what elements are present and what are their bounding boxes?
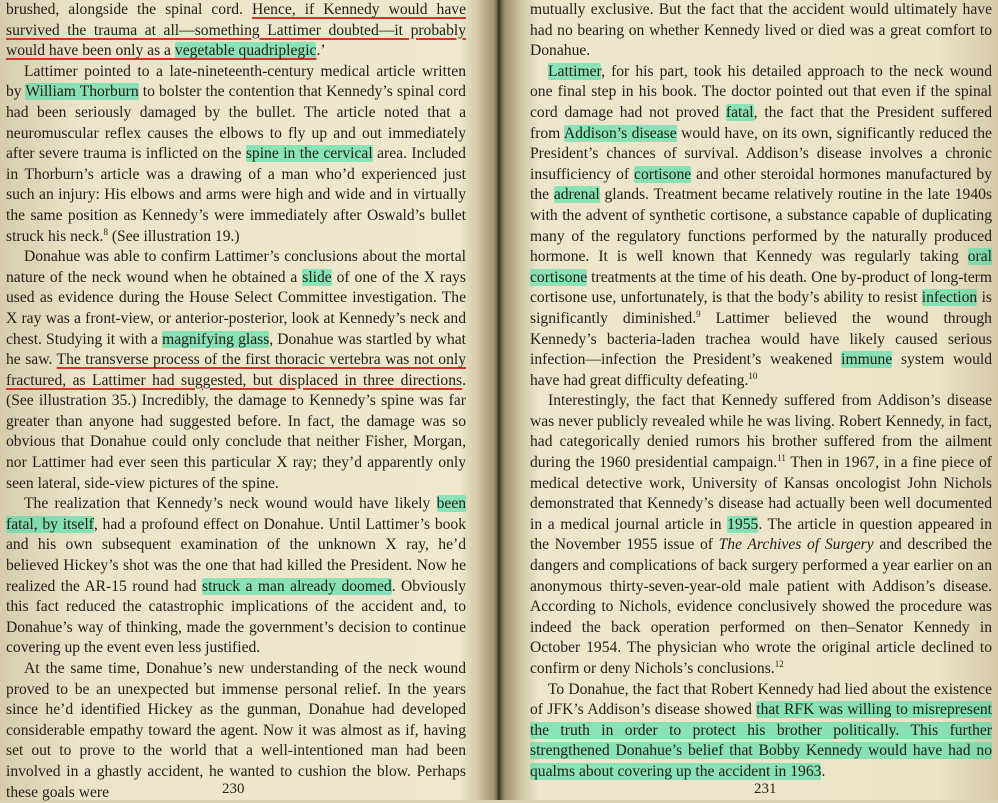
text-run: To Donahue, the fact that Robert Kennedy had lied about the existence of JFK’s Addison’s disease showed	[530, 680, 992, 719]
text-run: treatments at the time of his death. One by-product of long-term cortisone use, unfortunately, is that the body’s ability to resist	[530, 268, 992, 307]
highlighted-text: William Thorburn	[25, 83, 139, 101]
highlighted-text: immune	[841, 351, 893, 369]
highlighted-text: oral cortisone	[530, 248, 992, 286]
text-run: .’	[316, 42, 326, 60]
text-run: The realization that Kennedy’s neck wound would have likely	[24, 495, 437, 513]
text-run: .	[821, 762, 826, 780]
highlighted-text: slide	[302, 268, 332, 286]
text-run: and described the dangers and complications of back surgery performed a year earlier on an anonymous thirty-seven-year-old male patient with Addison’s disease. According to Nichols, evidence conclusively showed the procedure was indeed the back operation performed on then–Senator Kennedy in October 1954. The physician who wrote the original article declined to confirm or deny Nichols’s conclusions.	[530, 536, 992, 677]
page-number: 231	[754, 781, 777, 797]
footnote-marker: 8	[103, 226, 108, 237]
highlighted-text: that RFK was willing to misrepresent the truth in order to protect his brother politically. This further strengthened Donahue’s belief that Bobby Kennedy would have had no qualms about covering up the accident in 1963	[530, 701, 992, 780]
paragraph	[6, 247, 466, 494]
text-run: is significantly diminished.	[530, 289, 992, 327]
highlighted-text: magnifying glass	[162, 330, 270, 348]
highlighted-text: been fatal, by itself	[6, 495, 466, 533]
paragraph	[530, 62, 992, 392]
text-run: . (See illustration 35.) Incredibly, the damage to Kennedy’s spine was far greater than anyone had suggested before. In fact, the damage was so obvious that Donahue could only conclude that neither Fisher, Morgan, nor Lattimer had ever seen this particular X ray; they’d apparently only seen lateral, side-view pictures of the spine.	[6, 371, 466, 492]
left-page-text	[6, 0, 466, 803]
text-run: At the same time, Donahue’s new understanding of the neck wound proved to be an unexpected but immense personal relief. In the years since he’d identified Hickey as the gunman, Donahue had developed considerable empathy toward the agent. Now it was almost as if, having set out to prove to the world that a well-intentioned man had been involved in a ghastly accident, he wanted to cushion the blow. Perhaps these goals were	[6, 660, 466, 801]
text-run: . The article in question appeared in the November 1955 issue of	[530, 515, 992, 554]
right-page-text	[530, 0, 992, 783]
text-run: area. Included in Thorburn’s article was a drawing of a man who’d experienced just such an injury: His elbows and arms were high and wide and in virtually the same position as Kennedy’s were immediately after Oswald’s bullet struck his neck.	[6, 145, 466, 245]
text-run: . Obviously this fact reduced the catastrophic implications of the accident and, to Donahue’s way of thinking, made the government’s decision to continue covering up the event even less justified.	[6, 577, 467, 657]
text-run: Lattimer believed the wound through Kennedy’s bacteria-laden trachea would have likely caused serious infection—infection the President’s weakened	[530, 309, 992, 369]
text-run: system would have had great difficulty defeating.	[530, 351, 992, 389]
page-number: 230	[222, 781, 245, 797]
text-run: Then in 1967, in a fine piece of medical detective work, University of Kansas oncologist John Nichols demonstrated that Kennedy’s disease had actually been well documented in a medical journal article in	[530, 454, 992, 533]
highlighted-text: adrenal	[553, 186, 600, 204]
underlined-text: The transverse process of the first thoracic vertebra was not only fractured, as Lattimer had suggested, but displaced in three directions	[6, 351, 466, 389]
text-run: glands. Treatment became relatively routine in the late 1940s with the advent of synthetic cortisone, a substance capable of duplicating many of the regulatory functions performed by the naturally produced hormone. It is well known that Kennedy was regularly taking	[530, 186, 992, 266]
footnote-marker: 9	[696, 308, 701, 319]
footnote-marker: 10	[748, 370, 758, 381]
highlighted-text: Addison’s disease	[563, 124, 677, 142]
text-run: of one of the X rays used as evidence during the House Select Committee investigation. The X ray was a front-view, or anterior-posterior, look at Kennedy’s neck and chest. Studying it with a	[6, 268, 466, 348]
paragraph	[530, 680, 992, 783]
left-page	[0, 0, 496, 800]
text-run: , Donahue was startled by what he saw.	[6, 330, 467, 369]
highlighted-text: fatal	[725, 103, 754, 121]
paragraph	[530, 0, 992, 62]
highlighted-text: vegetable quadriplegic	[174, 42, 317, 60]
footnote-marker: 12	[774, 658, 784, 669]
highlighted-text: struck a man already doomed	[202, 577, 392, 595]
paragraph	[6, 0, 466, 62]
text-run: mutually exclusive. But the fact that the accident would ultimately have had no bearing on whether Kennedy lived or died was a great comfort to Donahue.	[530, 1, 992, 60]
paragraph	[6, 62, 466, 247]
paragraph	[530, 391, 992, 679]
underlined-text: Hence, if Kennedy would have survived the trauma at all—something Lattimer doubted—it probably would have been only as a	[6, 1, 466, 60]
highlighted-text: infection	[921, 289, 978, 307]
text-run: , had a profound effect on Donahue. Until Lattimer’s book and his own subsequent examination of the unknown X ray, he’d believed Hickey’s shot was the one that had killed the President. Now he realized the AR-15 round had	[6, 515, 467, 595]
text-run: (See illustration 19.)	[107, 227, 240, 245]
footnote-marker: 11	[777, 452, 786, 463]
highlighted-text: Lattimer	[548, 62, 602, 80]
text-run: and other steroidal hormones manufactured by the	[530, 165, 992, 204]
text-run: would have, on its own, significantly reduced the President’s chances of survival. Addison’s disease involves a chronic insufficiency of	[530, 124, 992, 183]
text-run: , the fact that the President suffered from	[530, 103, 992, 142]
text-run: , for his part, took his detailed approach to the neck wound one final step in his book. The doctor pointed out that even if the spinal cord damage had not proved	[530, 62, 992, 121]
text-run: to bolster the contention that Kennedy’s spinal cord had been seriously damaged by the bullet. The article noted that a neuromuscular reflex causes the elbows to fly up and out immediately after severe trauma is inflicted on the	[6, 83, 466, 163]
paragraph	[6, 494, 466, 659]
highlighted-text: cortisone	[634, 165, 692, 183]
highlighted-text: spine in the cervical	[245, 145, 373, 163]
text-run: Donahue was able to confirm Lattimer’s conclusions about the mortal nature of the neck wound when he obtained a	[6, 248, 466, 286]
journal-title: The Archives of Surgery	[718, 536, 874, 554]
text-run: Interestingly, the fact that Kennedy suffered from Addison’s disease was never publicly revealed while he was living. Robert Kennedy, in fact, had categorically denied rumors his brother suffered from the ailment during the 1960 presidential campaign.	[530, 392, 992, 472]
text-run: brushed, alongside the spinal cord.	[6, 1, 252, 18]
right-page	[496, 0, 998, 800]
text-run: Lattimer pointed to a late-nineteenth-century medical article written by	[6, 62, 466, 101]
highlighted-text: 1955	[727, 515, 759, 533]
